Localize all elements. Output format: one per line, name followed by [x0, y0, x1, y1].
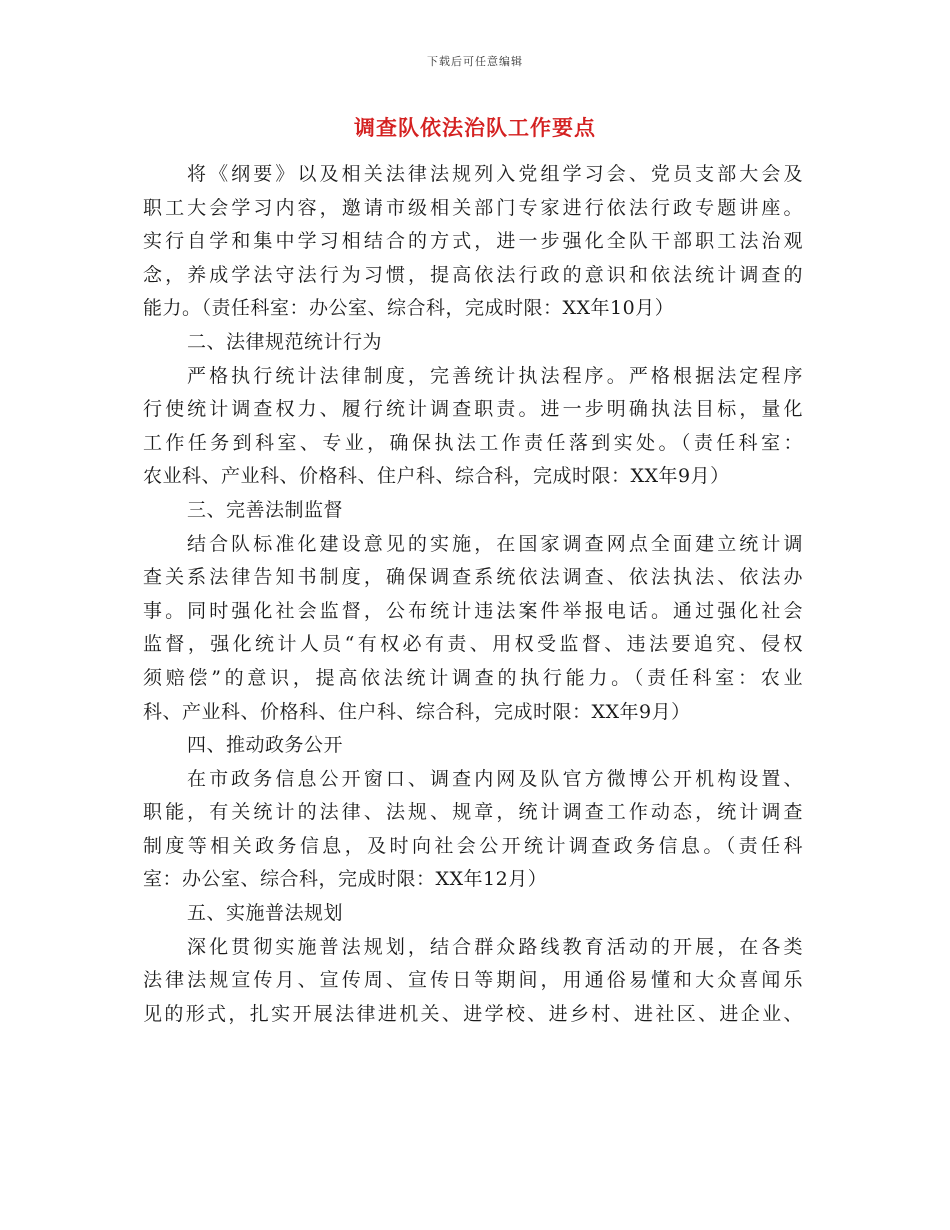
paragraph-4 — [143, 763, 803, 897]
text-line: 结合队标准化建设意见的实施，在国家调查网点全面建立统计调 — [187, 532, 803, 555]
text-line: 在市政务信息公开窗口、调查内网及队官方微博公开机构设置、 — [187, 767, 803, 790]
text-line: 室：办公室、综合科，完成时限：XX年12月） — [143, 868, 548, 891]
paragraph-2 — [143, 360, 803, 494]
document-title: 调查队依法治队工作要点 — [354, 115, 596, 140]
text-line: 深化贯彻实施普法规划，结合群众路线教育活动的开展，在各类 — [187, 935, 803, 958]
text-line: 实行自学和集中学习相结合的方式，进一步强化全队干部职工法治观 — [143, 230, 803, 253]
text-line: 行使统计调查权力、履行统计调查职责。进一步明确执法目标，量化 — [143, 398, 803, 421]
text-line: 工作任务到科室、专业，确保执法工作责任落到实处。（责任科室： — [143, 431, 803, 454]
text-line: 科、产业科、价格科、住户科、综合科，完成时限：XX年9月） — [143, 700, 691, 723]
paragraph-5 — [143, 931, 803, 1032]
text-line: 农业科、产业科、价格科、住户科、综合科，完成时限：XX年9月） — [143, 465, 730, 488]
text-line: 须赔偿”的意识，提高依法统计调查的执行能力。（责任科室：农业 — [143, 666, 803, 689]
text-line: 监督，强化统计人员“有权必有责、用权受监督、违法要追究、侵权 — [143, 633, 803, 656]
section-heading-2: 二、法律规范统计行为 — [187, 330, 383, 353]
text-line: 将《纲要》以及相关法律法规列入党组学习会、党员支部大会及 — [187, 163, 803, 185]
text-line: 职工大会学习内容，邀请市级相关部门专家进行依法行政专题讲座。 — [143, 196, 803, 219]
header-note: 下载后可任意编辑 — [427, 55, 523, 68]
paragraph-1 — [143, 158, 803, 326]
section-heading-5: 五、实施普法规划 — [187, 902, 344, 925]
text-line: 能力。（责任科室：办公室、综合科，完成时限：XX年10月） — [143, 297, 675, 320]
text-line: 查关系法律告知书制度，确保调查系统依法调查、依法执法、依法办 — [143, 566, 803, 589]
text-line: 制度等相关政务信息，及时向社会公开统计调查政务信息。（责任科 — [143, 834, 803, 857]
document-body — [143, 158, 803, 1031]
text-line: 严格执行统计法律制度，完善统计执法程序。严格根据法定程序 — [187, 364, 803, 387]
section-heading-3: 三、完善法制监督 — [187, 498, 344, 521]
text-line: 念，养成学法守法行为习惯，提高依法行政的意识和依法统计调查的 — [143, 263, 803, 286]
text-line: 事。同时强化社会监督，公布统计违法案件举报电话。通过强化社会 — [143, 599, 803, 622]
paragraph-3 — [143, 528, 803, 730]
text-line: 法律法规宣传月、宣传周、宣传日等期间，用通俗易懂和大众喜闻乐 — [143, 969, 803, 992]
section-heading-4: 四、推动政务公开 — [187, 734, 344, 757]
text-line: 见的形式，扎实开展法律进机关、进学校、进乡村、进社区、进企业、 — [143, 1002, 803, 1025]
text-line: 职能，有关统计的法律、法规、规章，统计调查工作动态，统计调查 — [143, 801, 803, 824]
